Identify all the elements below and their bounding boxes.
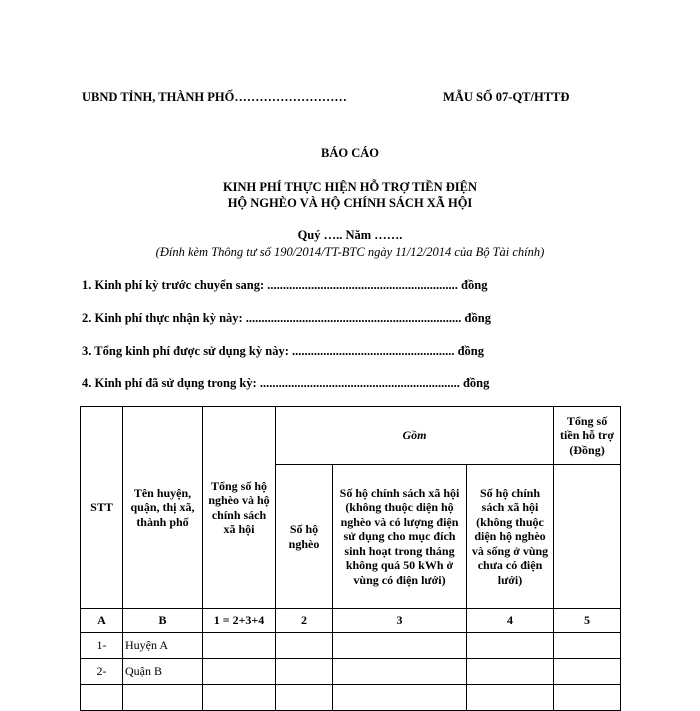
table-header-row-1 [81, 407, 621, 465]
report-table [80, 406, 621, 711]
header-stt: STT [81, 407, 123, 609]
row-stt [81, 685, 123, 711]
header-policy-no-grid: Số hộ chính sách xã hội (không thuộc diện hộ nghèo và sống ở vùng chưa có điện lưới) [467, 465, 554, 609]
code-1: 1 = 2+3+4 [203, 609, 276, 633]
header-total-support: Tổng số tiền hỗ trợ (Đồng) [554, 407, 621, 465]
code-2: 2 [276, 609, 333, 633]
header-left: UBND TỈNH, THÀNH PHỐ……………………… [82, 90, 347, 104]
row-name: Quận B [123, 659, 203, 685]
row-name: Huyện A [123, 633, 203, 659]
code-b: B [123, 609, 203, 633]
header-gom: Gồm [276, 407, 554, 465]
code-4: 4 [467, 609, 554, 633]
code-3: 3 [333, 609, 467, 633]
header-total-households: Tổng số hộ nghèo và hộ chính sách xã hội [203, 407, 276, 609]
report-period: Quý ….. Năm ……. [297, 228, 403, 242]
header-name: Tên huyện, quận, thị xã, thành phố [123, 407, 203, 609]
table-row [81, 685, 621, 711]
report-title-line1: KINH PHÍ THỰC HIỆN HỖ TRỢ TIỀN ĐIỆN [222, 180, 478, 194]
item-total-available: 3. Tổng kinh phí được sử dụng kỳ này: .................................................... đồng [82, 344, 485, 358]
header-total-support-blank [554, 465, 621, 609]
row-stt: 2- [81, 659, 123, 685]
item-used: 4. Kinh phí đã sử dụng trong kỳ: ................................................................ đồng [82, 376, 490, 390]
item-received: 2. Kinh phí thực nhận kỳ này: ..................................................................... đồng [82, 311, 491, 325]
table-row [81, 633, 621, 659]
table-code-row [81, 609, 621, 633]
row-name [123, 685, 203, 711]
header-poor: Số hộ nghèo [276, 465, 333, 609]
code-a: A [81, 609, 123, 633]
code-5: 5 [554, 609, 621, 633]
item-previous-balance: 1. Kinh phí kỳ trước chuyển sang: ............................................................. đồng [82, 278, 488, 292]
report-title: BÁO CÁO [321, 146, 379, 160]
form-number: MẪU SỐ 07-QT/HTTĐ [443, 90, 570, 104]
table-row [81, 659, 621, 685]
report-subtitle: (Đính kèm Thông tư số 190/2014/TT-BTC ngày 11/12/2014 của Bộ Tài chính) [155, 245, 545, 259]
report-title-line2: HỘ NGHÈO VÀ HỘ CHÍNH SÁCH XÃ HỘI [227, 196, 473, 210]
header-policy-low-usage: Số hộ chính sách xã hội (không thuộc diện hộ nghèo và có lượng điện sử dụng cho mục đích sinh hoạt trong tháng không quá 50 kWh ở vùng có điện lưới) [333, 465, 467, 609]
row-stt: 1- [81, 633, 123, 659]
